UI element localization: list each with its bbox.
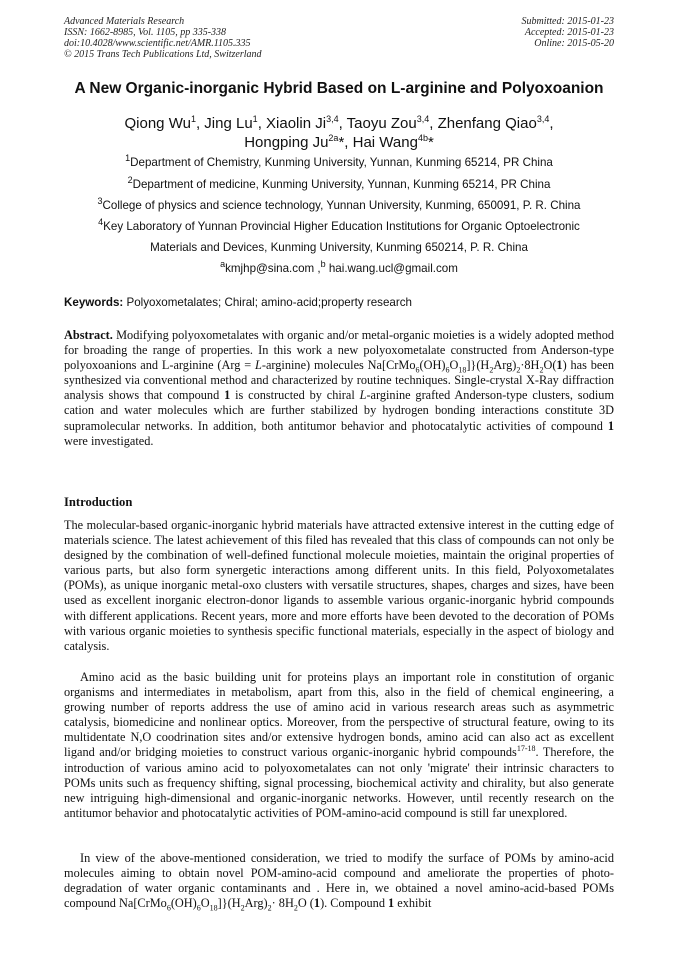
formula-sub: 18	[458, 365, 467, 375]
journal-issn: ISSN: 1662-8985, Vol. 1105, pp 335-338	[64, 27, 227, 38]
formula-text: O (	[297, 896, 314, 911]
abstract-label: Abstract.	[64, 328, 113, 342]
author-name: Zhenfang Qiao	[437, 115, 537, 132]
formula-sub: 2	[293, 903, 298, 913]
publication-dates	[522, 16, 615, 49]
paragraph-text: ). Compound	[320, 896, 389, 911]
author-sup: 1	[190, 114, 196, 124]
formula-text: ·8H	[520, 358, 540, 373]
online-date: Online: 2015-05-20	[534, 38, 614, 49]
affiliation-sup: 4	[98, 217, 104, 228]
author-sup: 2a	[328, 133, 339, 143]
email-line	[40, 259, 638, 275]
formula-sub: 2	[240, 903, 245, 913]
affiliation-sup: 2	[127, 175, 133, 186]
keywords-text: Polyoxometalates; Chiral; amino-acid;property research	[123, 296, 412, 309]
author-name: Hongping Ju	[244, 134, 329, 151]
author-sup: 1	[252, 114, 258, 124]
abstract-text: is constructed by chiral	[230, 388, 360, 403]
journal-doi: doi:10.4028/www.scientific.net/AMR.1105.335	[64, 38, 251, 49]
author-name: Xiaolin Ji	[266, 115, 327, 132]
keywords-label: Keywords:	[64, 296, 124, 309]
email-a: kmjhp@sina.com ,	[225, 262, 321, 275]
formula-text: (OH)	[170, 896, 197, 911]
accepted-date: Accepted: 2015-01-23	[524, 27, 614, 38]
submitted-date: Submitted: 2015-01-23	[521, 16, 614, 27]
paragraph-text: Amino acid as the basic building unit for proteins plays an important role in constitution of organic organisms and intermediates in metabolism, apart from this, also in the field of chemical engineering, a growing number of reports address the use of amino acid in various research areas such as asymmetric catalysis, biomedicine and nonlinear optics. Moreover, from the perspective of structural feature, owing to its multidentate N,O coodrination sites and/or extensive hydrogen bonds, amino acid can also act as excellent ligand and/or bridging moieties to construct various organic-inorganic hybrid compounds	[64, 670, 614, 760]
compound-number: 1	[313, 896, 321, 911]
paragraph	[64, 851, 614, 911]
author-name: Qiong Wu	[124, 115, 191, 132]
affiliation-sup: 3	[97, 196, 103, 207]
affiliation-text: Key Laboratory of Yunnan Provincial Higher Education Institutions for Organic Optoelectronic	[103, 220, 580, 233]
abstract	[64, 328, 614, 449]
affiliation-text: Department of Chemistry, Kunming University, Yunnan, Kunming 65214, PR China	[130, 156, 553, 169]
formula-sub: 6	[445, 365, 450, 375]
citation-sup: 17-18	[516, 744, 536, 754]
affiliation	[40, 241, 638, 254]
paragraph: The molecular-based organic-inorganic hybrid materials have attracted extensive interest in the cutting edge of materials science. The latest achievement of this filed has revealed that this class of compounds can not only be designed by the combination of well-defined functional molecule moieties, maintain the original properties of various parts, but also form synergetic interactions among different units. In this field, Polyoxometalates (POMs), as unique inorganic metal-oxo clusters with versatile structures, shapes, charges and sizes, have been used as excellent inorganic electron-donor ligands to assemble various organic-inorganic hybrid compounds with different applications. Recent years, more and more efforts have been devoted to the decoration of POMs with various organic moieties to synthesis specific functional materials, especially in the aspect of biology and catalysis.	[64, 518, 614, 653]
abstract-text: ) has been synthesized via conventional method and characterized by routine techniques. Single-crystal X-Ray diffraction analysis shows that compound	[64, 358, 614, 403]
compound-number: 1	[607, 418, 614, 433]
author-sup: 3,4	[326, 114, 339, 124]
formula-text: O(	[543, 358, 557, 373]
author-sup: 4b	[417, 133, 428, 143]
abstract-italic: L	[255, 358, 262, 373]
abstract-text: -arginine grafted Anderson-type clusters, sodium cation and water molecules which are further stabilized by hydrogen bonding interactions constitute 3D supramolecular networks. In addition, both antitumor behavior and photocatalytic activities of compound	[64, 388, 615, 433]
formula-text: O	[449, 358, 459, 373]
paragraph	[64, 670, 614, 821]
formula-sub: 6	[196, 903, 201, 913]
affiliation-text: Materials and Devices, Kunming University, Kunming 650214, P. R. China	[150, 241, 528, 254]
affiliation	[40, 175, 638, 191]
journal-info	[64, 16, 262, 60]
abstract-text: Modifying polyoxometalates with organic and/or metal-organic moieties is a widely adopted method for broading the range of properties. In this work a new polyoxometalate constructed from Anderson-type polyoxoanions and L-arginine (Arg =	[64, 328, 614, 373]
formula-text: · 8H	[271, 896, 294, 911]
journal-name: Advanced Materials Research	[64, 16, 185, 27]
formula-sub: 6	[415, 365, 420, 375]
formula-text: ]}(H	[217, 896, 241, 911]
section-heading: Introduction	[64, 495, 133, 509]
author-name: Jing Lu	[204, 115, 253, 132]
formula-sub: 18	[209, 903, 218, 913]
formula-text: Arg)	[493, 358, 517, 373]
email-sup: b	[320, 259, 326, 270]
affiliation-text: College of physics and science technology, Yunnan University, Kunming, 650091, P. R. China	[102, 199, 581, 212]
formula-sub: 2	[539, 365, 544, 375]
formula-sub: 2	[267, 903, 272, 913]
paper-title: A New Organic-inorganic Hybrid Based on L-arginine and Polyoxoanion	[74, 80, 604, 97]
paragraph-text: In view of the above-mentioned consideration, we tried to modify the surface of POMs by amino-acid molecules aiming to obtain novel POM-amino-acid compound and ameliorate the properties of photo-degradation of water organic contaminants and . Here in, we obtained a novel amino-acid-based POMs compound Na[CrMo	[64, 851, 614, 911]
paragraph-text: . Therefore, the introduction of various amino acid to polyoxometalates can not only 'migrate' their intrinsic characters to POMs units such as frequency shifting, signal processing, biochemical activity and chirality, but also generate new intriguing high-dimensional and organic-inorganic networks. However, until recently research on the antitumor behavior and photocatalytic activities of POM-amino-acid compound is still far unexplored.	[64, 745, 614, 820]
author-name: Taoyu Zou	[346, 115, 417, 132]
affiliation-text: Department of medicine, Kunming University, Yunnan, Kunming 65214, PR China	[132, 178, 551, 191]
abstract-italic: L	[359, 388, 367, 403]
author-name: Hai Wang	[352, 134, 418, 151]
formula-text: (OH)	[419, 358, 446, 373]
compound-number: 1	[224, 388, 231, 403]
formula-text: Arg)	[244, 896, 268, 911]
affiliation	[40, 196, 638, 212]
journal-copyright: © 2015 Trans Tech Publications Ltd, Switzerland	[64, 49, 262, 60]
email-sup: a	[220, 259, 226, 270]
keywords	[64, 296, 614, 309]
formula-sub: 6	[166, 903, 171, 913]
affiliation	[40, 153, 638, 169]
formula-sub: 2	[516, 365, 521, 375]
formula-sub: 2	[489, 365, 494, 375]
affiliation	[40, 217, 638, 233]
paragraph-text: exhibit	[394, 896, 432, 911]
compound-number: 1	[388, 896, 395, 911]
formula-text: ]}(H	[466, 358, 490, 373]
abstract-text: -arginine) molecules Na[CrMo	[261, 358, 416, 373]
email-b: hai.wang.ucl@gmail.com	[325, 262, 458, 275]
author-sup: 3,4	[536, 114, 550, 124]
author-sup: 3,4	[416, 114, 430, 124]
abstract-text: were investigated.	[64, 433, 154, 448]
author-list: Qiong Wu$^1$, Jing Lu$^1$, Xiaolin Ji$^{3,4}$, Taoyu Zou$^{3,4}$, Zhenfang Qiao$^{3,4}$, Hongping $Ju^{2a}*$, Hai Wang$^{4b}$*	[124, 114, 554, 151]
formula-text: O	[200, 896, 210, 911]
affiliation-sup: 1	[125, 153, 131, 164]
compound-number: 1	[556, 358, 563, 373]
